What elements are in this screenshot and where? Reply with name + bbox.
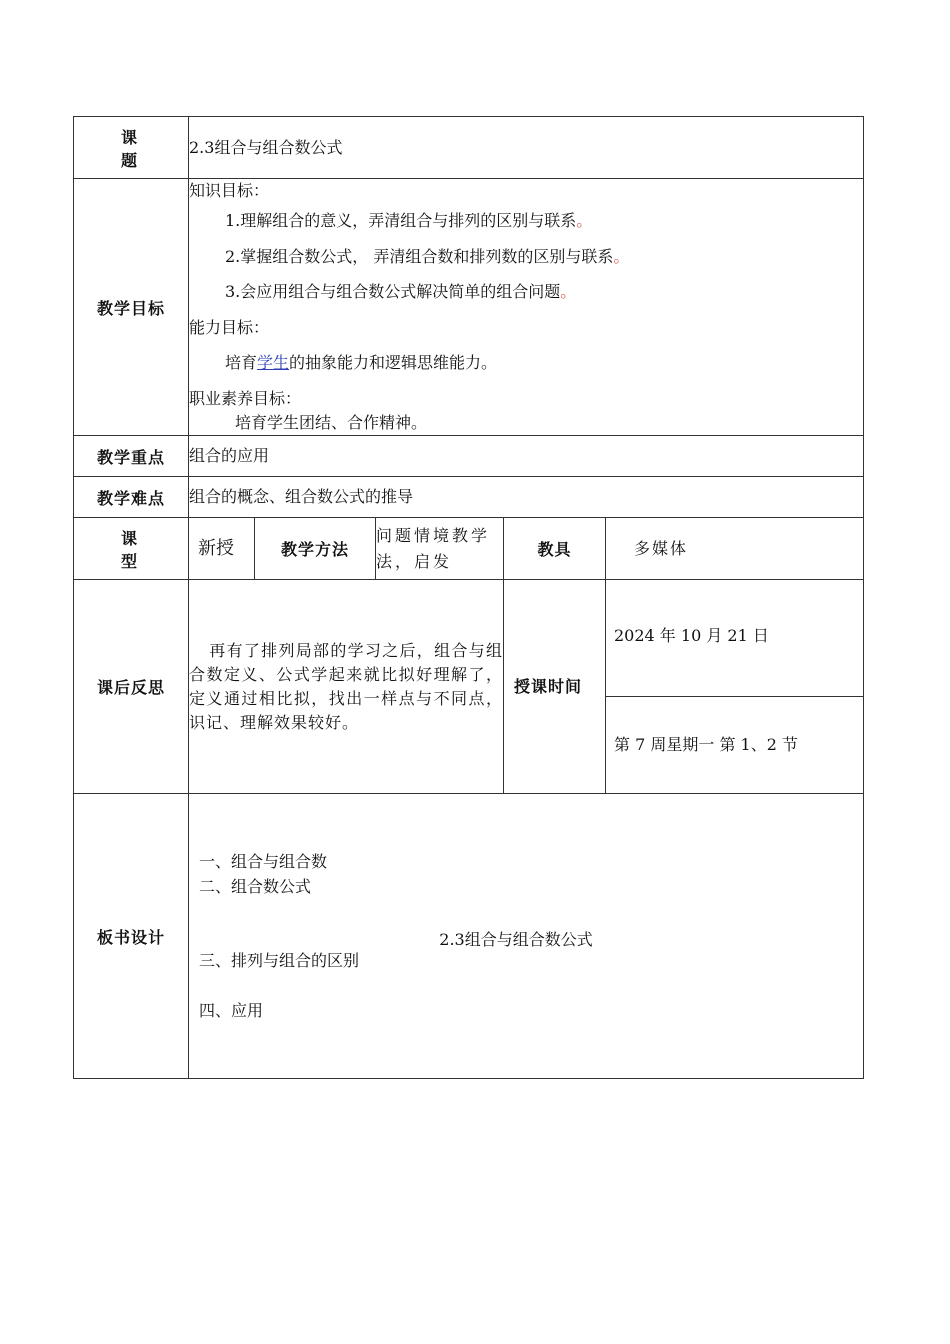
type-value: 新授: [189, 518, 255, 580]
literacy-heading: 职业素养目标：: [189, 388, 302, 408]
method-label: 教学方法: [255, 518, 376, 580]
reflection-text: 再有了排列局部的学习之后，组合与组合数定义、公式学起来就比拟好理解了，定义通过相比拟，找出一样点与不同点，识记、理解效果较好。: [189, 580, 504, 794]
ability-text: 培育学生的抽象能力和逻辑思维能力。: [225, 353, 498, 373]
student-link[interactable]: 学生: [257, 353, 290, 373]
board-title: 2.3组合与组合数公式: [439, 930, 593, 949]
date-value: 2024 年 10 月 21 日: [606, 580, 864, 697]
time-label: 授课时间: [504, 580, 606, 794]
tools-label: 教具: [504, 518, 606, 580]
goals-content: [189, 179, 864, 436]
type-row: [74, 518, 864, 580]
board-item-4: 四、应用: [199, 1001, 264, 1020]
knowledge-item-3: 3.会应用组合与组合数公式解决简单的组合问题。: [225, 282, 577, 302]
board-row: [74, 794, 864, 1079]
board-item-2: 二、组合数公式: [199, 877, 312, 896]
topic-label: 课 题: [74, 117, 189, 179]
key-point-value: 组合的应用: [189, 436, 864, 477]
topic-value: 2.3组合与组合数公式: [189, 117, 864, 179]
reflection-row-top: [74, 580, 864, 697]
knowledge-heading: 知识目标：: [189, 181, 270, 201]
difficulty-label: 教学难点: [74, 477, 189, 518]
ability-heading: 能力目标：: [189, 317, 270, 337]
board-content: [189, 794, 864, 1079]
tools-value: 多媒体: [606, 518, 864, 580]
goals-row: [74, 179, 864, 436]
type-label: 课 型: [74, 518, 189, 580]
board-item-1: 一、组合与组合数: [199, 852, 328, 871]
knowledge-item-1: 1.理解组合的意义，弄清组合与排列的区别与联系。: [225, 211, 593, 231]
method-value: 问题情境教学法，启发: [376, 518, 504, 580]
key-point-label: 教学重点: [74, 436, 189, 477]
reflection-label: 课后反思: [74, 580, 189, 794]
lesson-plan-table: [73, 116, 864, 1079]
key-point-row: [74, 436, 864, 477]
board-item-3: 三、排列与组合的区别: [199, 951, 360, 970]
literacy-text: 培育学生团结、合作精神。: [235, 412, 428, 432]
topic-row: [74, 117, 864, 179]
difficulty-row: [74, 477, 864, 518]
knowledge-item-2: 2.掌握组合数公式， 弄清组合数和排列数的区别与联系。: [225, 246, 630, 266]
board-label: 板书设计: [74, 794, 189, 1079]
goals-label: 教学目标: [74, 179, 189, 436]
difficulty-value: 组合的概念、组合数公式的推导: [189, 477, 864, 518]
schedule-value: 第 7 周星期一 第 1、2 节: [606, 697, 864, 794]
